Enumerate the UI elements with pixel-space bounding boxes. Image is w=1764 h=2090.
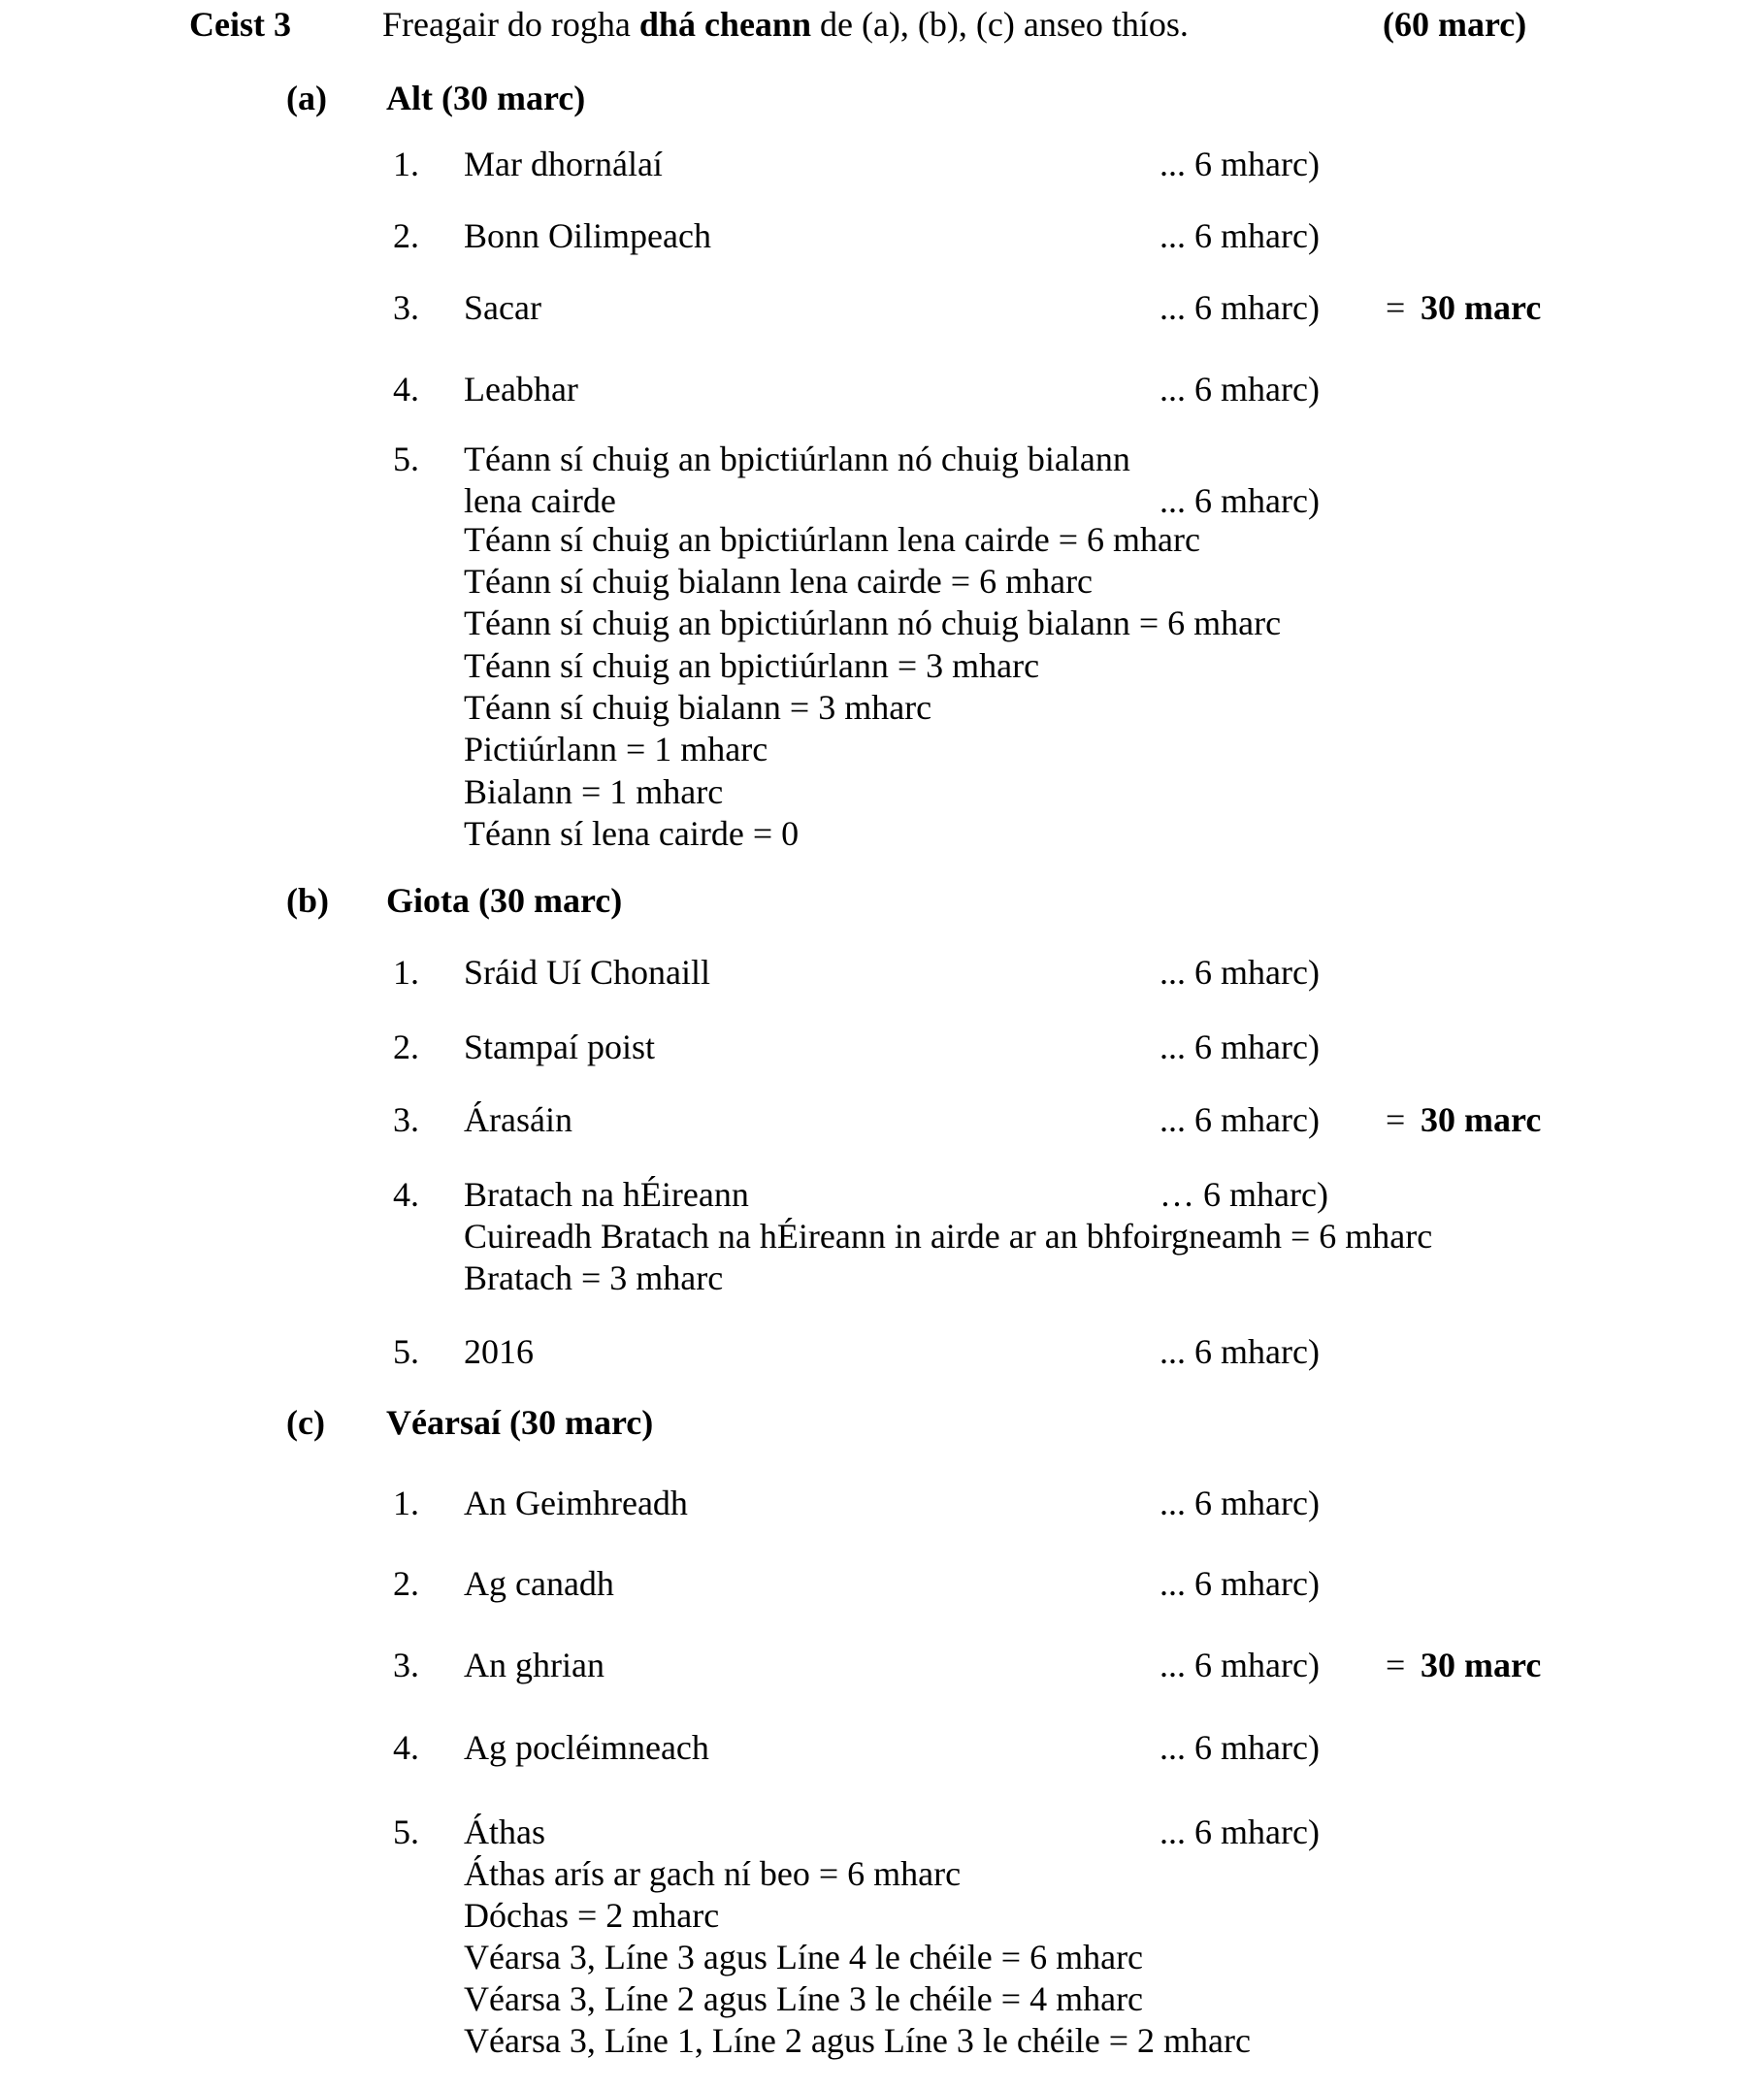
marking-note-text: Véarsa 3, Líne 1, Líne 2 agus Líne 3 le chéile = 2 mharc <box>464 2021 1252 2060</box>
marking-note-text: Téann sí chuig an bpictiúrlann = 3 mharc <box>464 646 1040 685</box>
marking-note-text: Áthas arís ar gach ní beo = 6 mharc <box>464 1854 962 1893</box>
item-marks: ... 6 mharc) <box>1160 1484 1320 1522</box>
section-title: Véarsaí (30 marc) <box>386 1403 654 1442</box>
section-title: Giota (30 marc) <box>386 881 623 920</box>
list-item <box>0 287 1764 329</box>
item-text: Sacar <box>464 288 541 327</box>
list-item <box>0 144 1764 185</box>
marking-note-text: Véarsa 3, Líne 2 agus Líne 3 le chéile = 4 mharc <box>464 1979 1144 2018</box>
list-item <box>0 1812 1764 1853</box>
marking-note <box>0 1257 1764 1299</box>
list-item <box>0 1645 1764 1686</box>
marking-note <box>0 1853 1764 1895</box>
marking-note <box>0 603 1764 644</box>
item-text: Bonn Oilimpeach <box>464 216 711 255</box>
item-text: lena cairde <box>464 481 616 520</box>
marking-note <box>0 729 1764 770</box>
item-number: 1. <box>393 1484 419 1522</box>
item-marks: ... 6 mharc) <box>1160 288 1320 327</box>
section-letter: (a) <box>286 79 327 117</box>
section-heading-a <box>0 78 1764 119</box>
marking-note-text: Téann sí lena cairde = 0 <box>464 814 800 853</box>
list-item <box>0 952 1764 994</box>
marking-note-text: Véarsa 3, Líne 3 agus Líne 4 le chéile = 6 mharc <box>464 1938 1144 1976</box>
list-item <box>0 1727 1764 1769</box>
item-marks: ... 6 mharc) <box>1160 1332 1320 1371</box>
marking-note <box>0 1895 1764 1937</box>
item-text: Árasáin <box>464 1100 572 1139</box>
item-number: 2. <box>393 216 419 255</box>
item-text: Sráid Uí Chonaill <box>464 953 710 992</box>
marking-note <box>0 561 1764 603</box>
item-marks: ... 6 mharc) <box>1160 953 1320 992</box>
marking-note <box>0 687 1764 729</box>
item-marks: ... 6 mharc) <box>1160 370 1320 408</box>
item-number: 5. <box>393 1812 419 1851</box>
marking-note <box>0 1937 1764 1978</box>
item-text: Stampaí poist <box>464 1028 655 1066</box>
item-number: 4. <box>393 1175 419 1214</box>
item-number: 3. <box>393 1646 419 1684</box>
marking-note <box>0 1978 1764 2020</box>
section-heading-c <box>0 1402 1764 1444</box>
marking-note <box>0 813 1764 855</box>
list-item <box>0 1483 1764 1524</box>
marking-note <box>0 1216 1764 1257</box>
item-number: 1. <box>393 953 419 992</box>
item-text: An Geimhreadh <box>464 1484 688 1522</box>
list-item <box>0 1331 1764 1373</box>
item-marks: ... 6 mharc) <box>1160 481 1320 520</box>
item-text: Ag canadh <box>464 1564 614 1603</box>
marking-note-text: Téann sí chuig an bpictiúrlann lena cairde = 6 mharc <box>464 520 1201 559</box>
question-instruction <box>382 4 1189 46</box>
instruction-text-after: de (a), (b), (c) anseo thíos. <box>810 5 1189 44</box>
item-marks: ... 6 mharc) <box>1160 1028 1320 1066</box>
item-marks: … 6 mharc) <box>1160 1175 1328 1214</box>
item-number: 5. <box>393 440 419 478</box>
marking-note-text: Bialann = 1 mharc <box>464 772 724 811</box>
marking-note-text: Téann sí chuig bialann = 3 mharc <box>464 688 932 727</box>
item-number: 3. <box>393 1100 419 1139</box>
marking-note <box>0 519 1764 561</box>
marking-note <box>0 2020 1764 2062</box>
section-title: Alt (30 marc) <box>386 79 586 117</box>
item-number: 2. <box>393 1564 419 1603</box>
item-text: Leabhar <box>464 370 578 408</box>
instruction-text-before: Freagair do rogha <box>382 5 639 44</box>
section-total-marks: 30 marc <box>1421 1646 1542 1684</box>
list-item <box>0 215 1764 257</box>
item-text: Bratach na hÉireann <box>464 1175 749 1214</box>
item-number: 4. <box>393 370 419 408</box>
question-header <box>0 4 1764 46</box>
item-number: 4. <box>393 1728 419 1767</box>
instruction-text-bold: dhá cheann <box>638 5 811 44</box>
item-marks: ... 6 mharc) <box>1160 1564 1320 1603</box>
item-text: Áthas <box>464 1812 545 1851</box>
list-item-continuation <box>0 480 1764 522</box>
marking-note-text: Téann sí chuig bialann lena cairde = 6 mharc <box>464 562 1094 601</box>
item-text: Mar dhornálaí <box>464 145 663 183</box>
marking-note-text: Dóchas = 2 mharc <box>464 1896 720 1935</box>
marking-note-text: Cuireadh Bratach na hÉireann in airde ar an bhfoirgneamh = 6 mharc <box>464 1217 1433 1256</box>
item-text: 2016 <box>464 1332 534 1371</box>
item-marks: ... 6 mharc) <box>1160 1728 1320 1767</box>
list-item <box>0 369 1764 410</box>
equals-sign: = <box>1386 288 1406 327</box>
marking-note <box>0 645 1764 687</box>
item-text: Téann sí chuig an bpictiúrlann nó chuig bialann <box>464 440 1130 478</box>
marking-note-text: Bratach = 3 mharc <box>464 1258 724 1297</box>
marking-note-text: Téann sí chuig an bpictiúrlann nó chuig bialann = 6 mharc <box>464 604 1282 642</box>
marking-note <box>0 771 1764 813</box>
item-number: 3. <box>393 288 419 327</box>
equals-sign: = <box>1386 1646 1406 1684</box>
item-marks: ... 6 mharc) <box>1160 1100 1320 1139</box>
section-total-marks: 30 marc <box>1421 1100 1542 1139</box>
marking-note-text: Pictiúrlann = 1 mharc <box>464 730 768 768</box>
section-total-marks: 30 marc <box>1421 288 1542 327</box>
item-marks: ... 6 mharc) <box>1160 145 1320 183</box>
list-item <box>0 1099 1764 1141</box>
item-number: 5. <box>393 1332 419 1371</box>
item-marks: ... 6 mharc) <box>1160 216 1320 255</box>
item-marks: ... 6 mharc) <box>1160 1812 1320 1851</box>
question-label: Ceist 3 <box>189 5 291 44</box>
section-heading-b <box>0 880 1764 922</box>
list-item <box>0 1563 1764 1605</box>
list-item <box>0 1027 1764 1068</box>
list-item <box>0 1174 1764 1216</box>
item-number: 1. <box>393 145 419 183</box>
equals-sign: = <box>1386 1100 1406 1139</box>
question-total-marks: (60 marc) <box>1383 5 1527 44</box>
section-letter: (c) <box>286 1403 325 1442</box>
item-marks: ... 6 mharc) <box>1160 1646 1320 1684</box>
section-letter: (b) <box>286 881 329 920</box>
item-text: Ag pocléimneach <box>464 1728 709 1767</box>
list-item <box>0 439 1764 480</box>
item-number: 2. <box>393 1028 419 1066</box>
item-text: An ghrian <box>464 1646 604 1684</box>
